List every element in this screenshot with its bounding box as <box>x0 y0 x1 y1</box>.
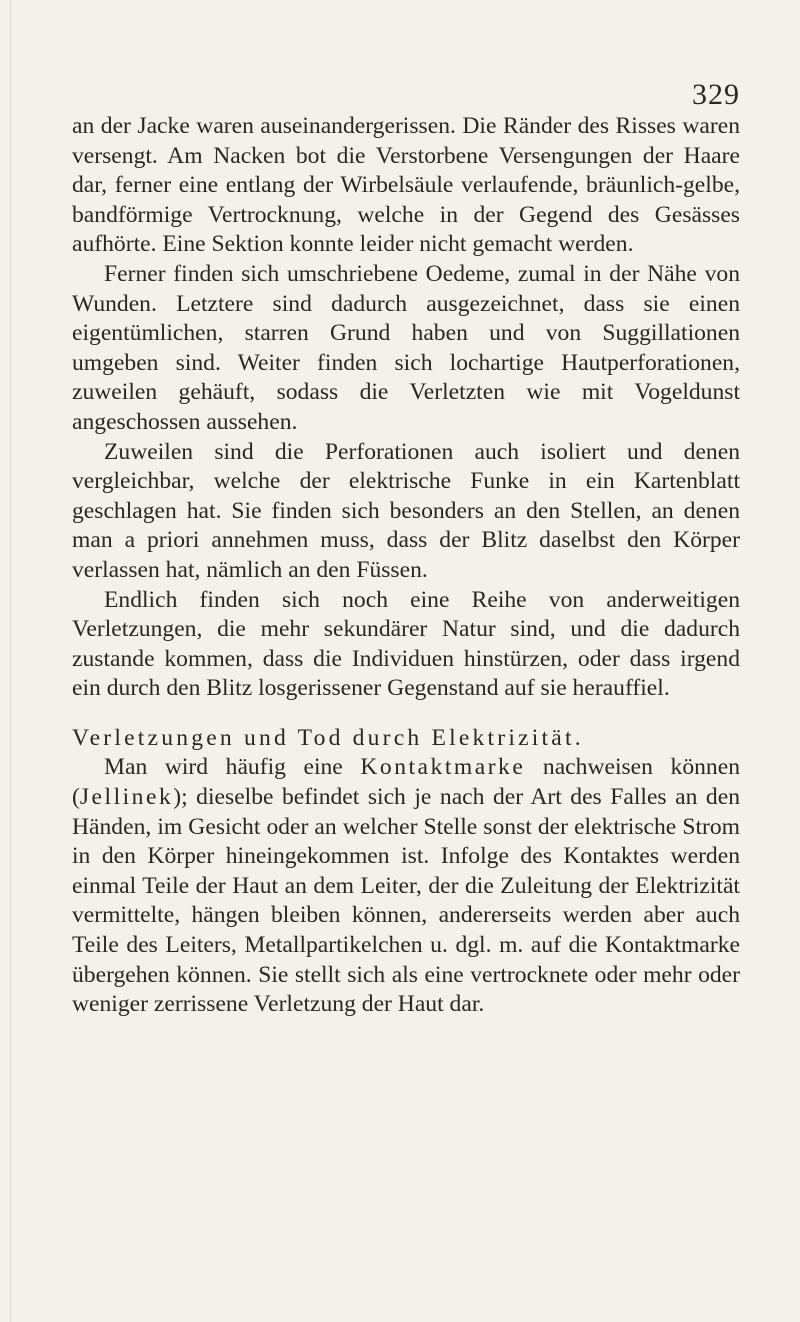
paragraph-1: an der Jacke waren auseinandergerissen. Die Ränder des Risses waren versengt. Am Nacken bot die Verstorbene Versengungen der Haare dar, ferner eine entlang der Wirbelsäule verlaufende, bräunlich-gelbe, bandförmige Vertrocknung, welche in der Gegend des Gesässes aufhörte. Eine Sektion konnte leider nicht gemacht werden. <box>72 113 740 258</box>
text-part-2: nachweisen können ( <box>72 754 740 811</box>
term-kontaktmarke: Kontaktmarke <box>360 754 526 781</box>
paragraph-3: Zuweilen sind die Perforationen auch isoliert und denen vergleichbar, welche der elektrische Funke in ein Kartenblatt geschlagen hat. Sie finden sich besonders an den Stellen, an denen man a priori annehmen muss, dass der Blitz daselbst den Körper verlassen hat, nämlich an den Füssen. <box>72 438 740 583</box>
text-part-3: ); dieselbe befindet sich je nach der Art des Falles an den Händen, im Gesicht oder an welcher Stelle sonst der elektrische Strom in den Körper hineingekommen ist. Infolge des Kontaktes werden einmal Teile der Haut an dem Leiter, der die Zuleitung der Elektrizität vermittelte, hängen bleiben können, andererseits werden aber auch Teile des Leiters, Metallpartikelchen u. dgl. m. auf die Kontaktmarke übergehen können. Sie stellt sich als eine vertrocknete oder mehr oder weniger zerrissene Verletzung der Haut dar. <box>72 784 740 1018</box>
text-part-1: Man wird häufig eine <box>104 754 361 781</box>
page-number: 329 <box>692 78 740 111</box>
paragraph-4: Endlich finden sich noch eine Reihe von anderweitigen Verletzungen, die mehr sekundärer Natur sind, und die dadurch zustande kommen, dass die Individuen hinstürzen, oder dass irgend ein durch den Blitz losgerissener Gegenstand auf sie herauffiel. <box>72 586 740 702</box>
section-heading: Verletzungen und Tod durch Elektrizität. <box>72 724 584 751</box>
section-paragraph <box>72 753 740 1019</box>
paragraph-2: Ferner finden sich umschriebene Oedeme, zumal in der Nähe von Wunden. Letztere sind dadurch ausgezeichnet, dass sie einen eigentümlichen, starren Grund haben und von Suggillationen umgeben sind. Weiter finden sich lochartige Hautperforationen, zuweilen gehäuft, sodass die Verletzten wie mit Vogeldunst angeschossen aussehen. <box>72 260 740 435</box>
author-name: Jellinek <box>79 784 174 811</box>
body-text <box>72 112 740 1020</box>
scan-margin-line <box>10 0 11 1322</box>
